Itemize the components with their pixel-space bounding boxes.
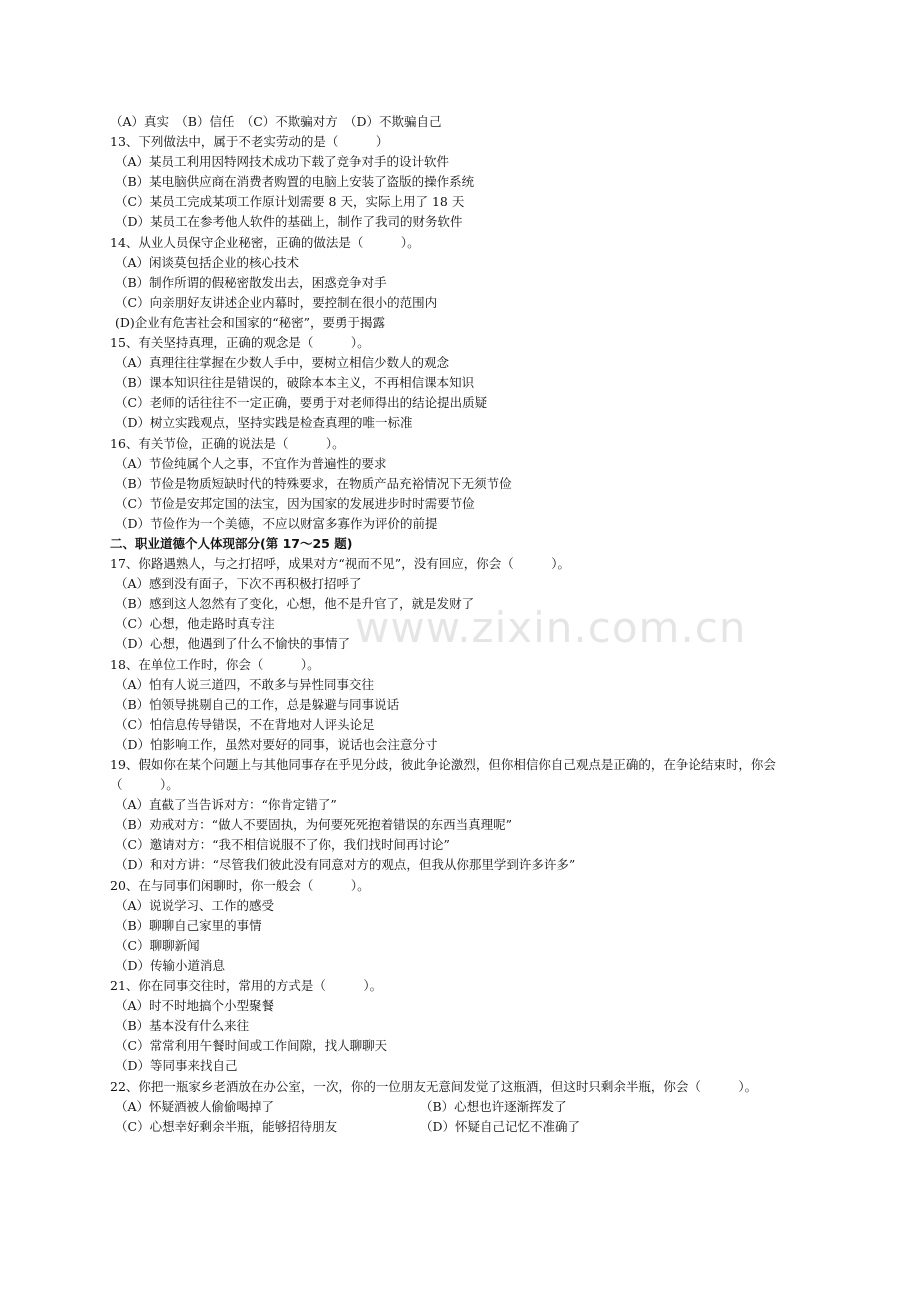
option-13-d: （D）某员工在参考他人软件的基础上，制作了我司的财务软件 [115,214,463,230]
option-22-c: （C）心想幸好剩余半瓶，能够招待朋友 [115,1118,338,1134]
option-16-b: （B）节俭是物质短缺时代的特殊要求，在物质产品充裕情况下无须节俭 [115,475,512,491]
option-22-a: （A）怀疑酒被人偷偷喝掉了 [115,1098,275,1114]
option-13-c: （C）某员工完成某项工作原计划需要 8 天，实际上用了 18 天 [115,194,465,210]
question-14: 14、从业人员保守企业秘密，正确的做法是（ ）。 [110,234,420,250]
question-17: 17、你路遇熟人，与之打招呼，成果对方“视而不见”，没有回应，你会（ ）。 [110,556,570,572]
section-heading-2: 二、职业道德个人体现部分(第 17～25 题) [110,535,353,551]
option-18-d: （D）怕影响工作，虽然对要好的同事，说话也会注意分寸 [115,736,438,752]
option-15-c: （C）老师的话往往不一定正确，要勇于对老师得出的结论提出质疑 [115,395,488,411]
option-13-b: （B）某电脑供应商在消费者购置的电脑上安装了盗版的操作系统 [115,174,475,190]
question-18: 18、在单位工作时，你会（ ）。 [110,656,320,672]
option-19-a: （A）直截了当告诉对方：“你肯定错了” [115,797,337,813]
question-21: 21、你在同事交往时，常用的方式是（ ）。 [110,978,383,994]
option-21-b: （B）基本没有什么来往 [115,1018,250,1034]
document-page [110,112,810,1137]
option-16-d: （D）节俭作为一个美德，不应以财富多寡作为评价的前提 [115,515,438,531]
question-13: 13、下列做法中，属于不老实劳动的是（ ） [110,134,389,150]
option-17-b: （B）感到这人忽然有了变化，心想，他不是升官了，就是发财了 [115,596,475,612]
option-21-c: （C）常常利用午餐时间或工作间隙，找人聊聊天 [115,1038,388,1054]
option-15-b: （B）课本知识往往是错误的，破除本本主义，不再相信课本知识 [115,375,475,391]
question-20: 20、在与同事们闲聊时，你一般会（ ）。 [110,877,370,893]
option-22-d: （D）怀疑自己记忆不准确了 [420,1118,581,1134]
option-20-c: （C）聊聊新闻 [115,937,200,953]
option-19-c: （C）邀请对方：“我不相信说服不了你，我们找时间再讨论” [115,837,450,853]
option-16-c: （C）节俭是安邦定国的法宝，因为国家的发展进步时时需要节俭 [115,495,475,511]
option-19-d: （D）和对方讲：“尽管我们彼此没有同意对方的观点，但我从你那里学到许多许多” [115,857,576,873]
option-20-a: （A）说说学习、工作的感受 [115,897,275,913]
option-14-c: （C）向亲朋好友讲述企业内幕时，要控制在很小的范围内 [115,294,438,310]
option-20-b: （B）聊聊自己家里的事情 [115,917,262,933]
option-21-d: （D）等同事来找自己 [115,1058,238,1074]
option-14-d: (D)企业有危害社会和国家的“秘密”，要勇于揭露 [115,314,386,330]
options-row-22-cd [110,1117,810,1137]
option-17-c: （C）心想，他走路时真专注 [115,616,275,632]
option-19-b: （B）劝戒对方：“做人不要固执，为何要死死抱着错误的东西当真理呢” [115,817,512,833]
question-15: 15、有关坚持真理，正确的观念是（ ）。 [110,335,370,351]
option-18-b: （B）怕领导挑剔自己的工作，总是躲避与同事说话 [115,696,400,712]
option-21-a: （A）时不时地搞个小型聚餐 [115,998,275,1014]
option-13-a: （A）某员工利用因特网技术成功下载了竞争对手的设计软件 [115,154,450,170]
option-15-a: （A）真理往往掌握在少数人手中，要树立相信少数人的观念 [115,355,450,371]
question-19: 19、假如你在某个问题上与其他同事存在乎见分歧，彼此争论激烈，但你相信你自己观点是正确的，在争论结束时，你会（ ）。 [110,757,776,793]
option-15-d: （D）树立实践观点，坚持实践是检查真理的唯一标准 [115,415,413,431]
option-14-a: （A）闲谈莫包括企业的核心技术 [115,254,300,270]
option-18-a: （A）怕有人说三道四，不敢多与异性同事交往 [115,676,375,692]
option-22-b: （B）心想也许逐渐挥发了 [420,1098,567,1114]
option-17-d: （D）心想，他遇到了什么不愉快的事情了 [115,636,351,652]
option-line-q12-options: （A）真实 （B）信任 （C）不欺骗对方 （D）不欺骗自己 [110,114,442,129]
question-22: 22、你把一瓶家乡老酒放在办公室，一次，你的一位朋友无意间发觉了这瓶酒，但这时只剩余半瓶，你会（ ）。 [110,1078,758,1094]
option-20-d: （D）传输小道消息 [115,957,226,973]
question-16: 16、有关节俭，正确的说法是（ ）。 [110,435,345,451]
watermark: www.zixin.com.cn [355,603,747,652]
options-row-22-ab [110,1097,810,1117]
option-16-a: （A）节俭纯属个人之事，不宜作为普遍性的要求 [115,455,387,471]
option-17-a: （A）感到没有面子，下次不再积极打招呼了 [115,576,362,592]
option-14-b: （B）制作所谓的假秘密散发出去，困惑竞争对手 [115,274,387,290]
option-18-c: （C）怕信息传导错误，不在背地对人评头论足 [115,716,375,732]
